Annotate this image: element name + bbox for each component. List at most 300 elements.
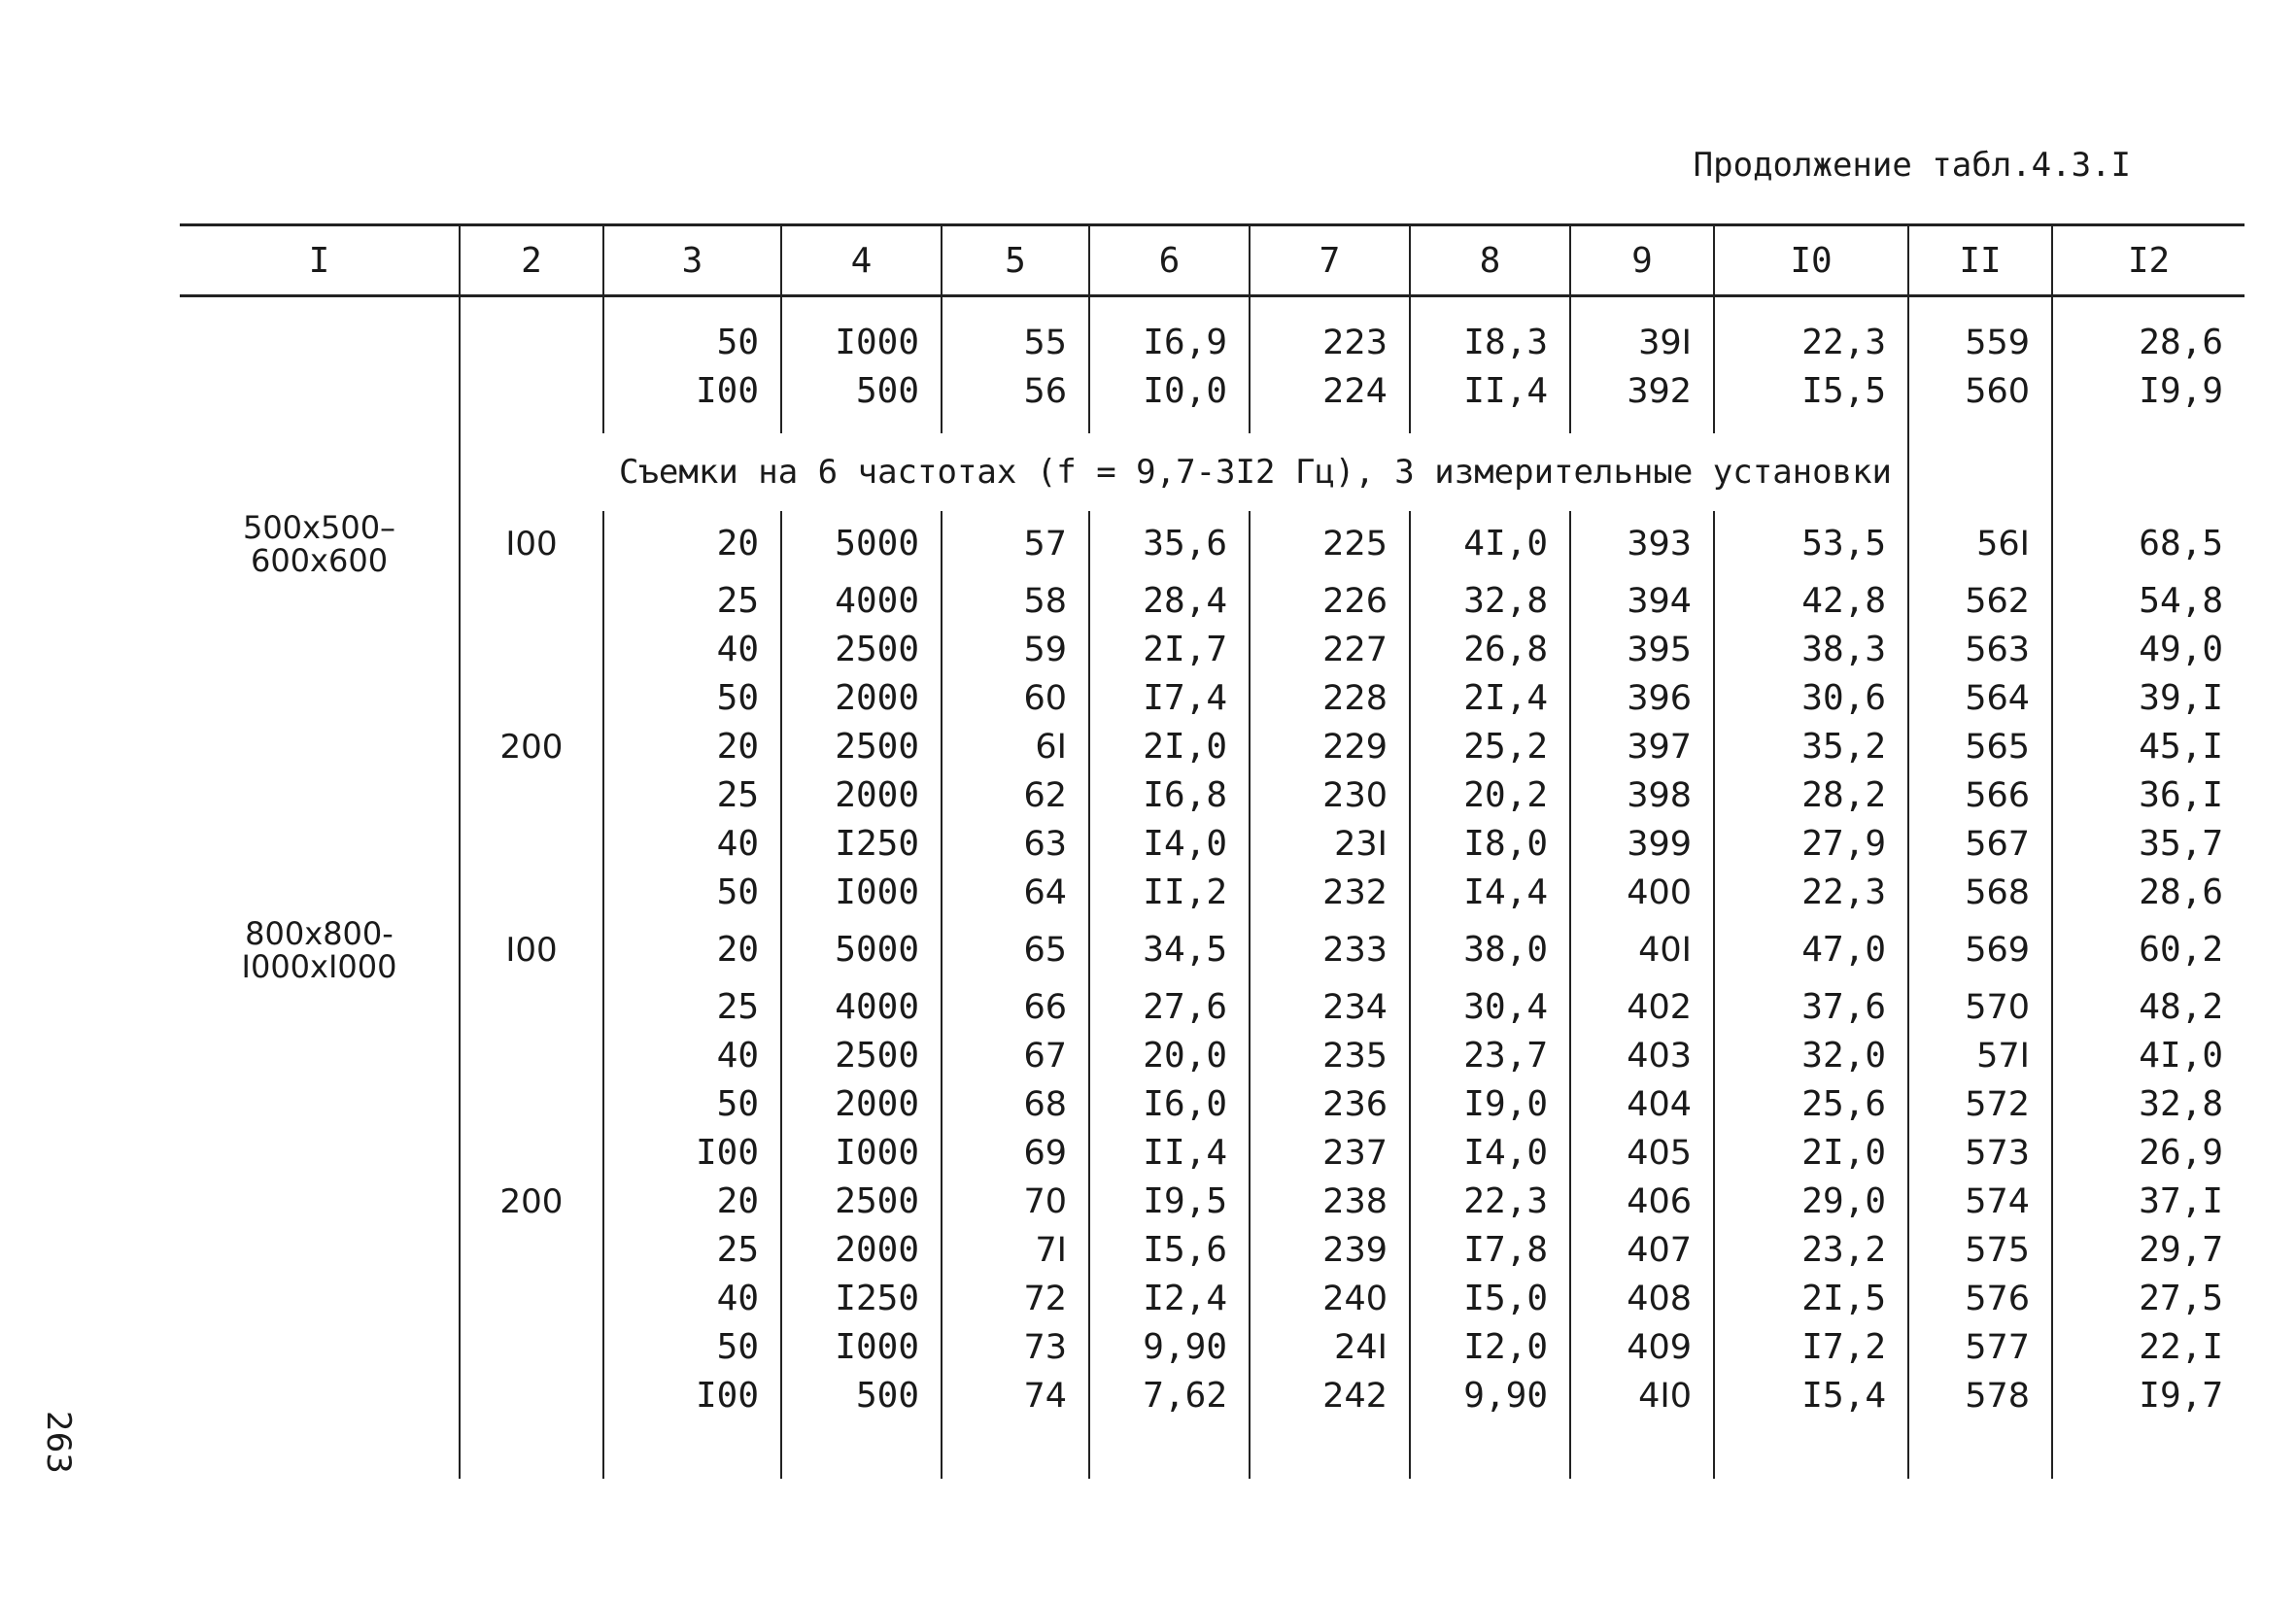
table-cell: [460, 577, 603, 626]
header-cell: 6: [1089, 225, 1250, 296]
table-cell: 400: [1570, 869, 1714, 917]
table-cell: [460, 626, 603, 674]
table-cell: I000: [781, 319, 942, 367]
table-cell: 242: [1250, 1372, 1410, 1420]
header-cell: 4: [781, 225, 942, 296]
table-cell: 22,3: [1410, 1178, 1570, 1226]
section-note: Съемки на 6 частотах (f = 9,7-3I2 Гц), 3 измерительные установки: [618, 453, 1893, 492]
table-cell: 37,6: [1714, 983, 1908, 1032]
table-cell: 394: [1570, 577, 1714, 626]
page-number: 263: [39, 1411, 78, 1474]
table-cell: 28,4: [1089, 577, 1250, 626]
table-cell: 72: [942, 1275, 1089, 1323]
table-cell: 227: [1250, 626, 1410, 674]
table-cell: 34,5: [1089, 917, 1250, 983]
table-row: [180, 771, 2245, 820]
table-cell: I0,0: [1089, 367, 1250, 416]
table-row: [180, 626, 2245, 674]
table-cell: [1908, 416, 2052, 433]
table-row: [180, 820, 2245, 869]
table-cell: [460, 319, 603, 367]
table-cell: [460, 674, 603, 723]
table-cell: 35,7: [2052, 820, 2245, 869]
table-cell: [942, 1420, 1089, 1479]
table-cell: 226: [1250, 577, 1410, 626]
table-cell: 224: [1250, 367, 1410, 416]
table-cell: [180, 433, 460, 511]
table-cell: [180, 723, 460, 771]
table-cell: [1410, 1420, 1570, 1479]
table-cell: 30,4: [1410, 983, 1570, 1032]
table-cell: 73: [942, 1323, 1089, 1372]
table-cell: 2000: [781, 1080, 942, 1129]
table-cell: [180, 1080, 460, 1129]
table-cell: 25: [603, 1226, 781, 1275]
table-cell: 578: [1908, 1372, 2052, 1420]
header-cell: 7: [1250, 225, 1410, 296]
table-cell: [603, 1420, 781, 1479]
table-cell: I9,0: [1410, 1080, 1570, 1129]
table-row: [180, 1372, 2245, 1420]
data-table: [180, 223, 2245, 1479]
table-cell: 67: [942, 1032, 1089, 1080]
table-cell: [1714, 1420, 1908, 1479]
table-cell: 238: [1250, 1178, 1410, 1226]
table-cell: 29,7: [2052, 1226, 2245, 1275]
table-cell: 27,5: [2052, 1275, 2245, 1323]
table-cell: 5000: [781, 511, 942, 577]
table-cell: I6,9: [1089, 319, 1250, 367]
table-cell: 407: [1570, 1226, 1714, 1275]
table-cell: 2500: [781, 1032, 942, 1080]
table-cell: [460, 433, 603, 511]
table-cell: 393: [1570, 511, 1714, 577]
section-note-row: [180, 433, 2245, 511]
table-cell: 24I: [1250, 1323, 1410, 1372]
table-cell: I9,5: [1089, 1178, 1250, 1226]
table-cell: 392: [1570, 367, 1714, 416]
table-cell: 50: [603, 674, 781, 723]
table-cell: 568: [1908, 869, 2052, 917]
table-cell: 28,6: [2052, 869, 2245, 917]
table-cell: 564: [1908, 674, 2052, 723]
table-cell: 2500: [781, 723, 942, 771]
step-label: I00: [460, 917, 603, 983]
table-cell: 68,5: [2052, 511, 2245, 577]
step-label: 200: [460, 1178, 603, 1226]
table-cell: 35,2: [1714, 723, 1908, 771]
table-cell: I4,0: [1089, 820, 1250, 869]
step-label: I00: [460, 511, 603, 577]
table-cell: [460, 416, 603, 433]
table-row: [180, 1129, 2245, 1178]
table-cell: 237: [1250, 1129, 1410, 1178]
table-cell: 228: [1250, 674, 1410, 723]
table-cell: I7,4: [1089, 674, 1250, 723]
table-cell: 40: [603, 820, 781, 869]
table-cell: 39,I: [2052, 674, 2245, 723]
header-cell: I: [180, 225, 460, 296]
table-cell: I7,8: [1410, 1226, 1570, 1275]
table-cell: 409: [1570, 1323, 1714, 1372]
table-cell: 20,0: [1089, 1032, 1250, 1080]
table-cell: 22,3: [1714, 319, 1908, 367]
table-cell: 53,5: [1714, 511, 1908, 577]
table-cell: 9,90: [1410, 1372, 1570, 1420]
table-cell: 229: [1250, 723, 1410, 771]
table-header: [180, 225, 2245, 296]
table-cell: [180, 1420, 460, 1479]
table-cell: 56: [942, 367, 1089, 416]
table-cell: [460, 1032, 603, 1080]
table-cell: 6I: [942, 723, 1089, 771]
step-label: 200: [460, 723, 603, 771]
table-cell: 40: [603, 1275, 781, 1323]
table-cell: 55: [942, 319, 1089, 367]
size-label: 500x500– 600x600: [242, 509, 396, 579]
table-cell: [180, 1275, 460, 1323]
table-cell: 574: [1908, 1178, 2052, 1226]
table-cell: 404: [1570, 1080, 1714, 1129]
table-cell: [460, 983, 603, 1032]
table-cell: 4000: [781, 983, 942, 1032]
table-cell: 54,8: [2052, 577, 2245, 626]
table-cell: 565: [1908, 723, 2052, 771]
table-cell: 26,8: [1410, 626, 1570, 674]
table-cell: [1714, 416, 1908, 433]
table-cell: 50: [603, 1323, 781, 1372]
table-cell: I8,3: [1410, 319, 1570, 367]
table-cell: 20,2: [1410, 771, 1570, 820]
table-cell: 20: [603, 511, 781, 577]
table-cell: 4I,0: [2052, 1032, 2245, 1080]
table-cell: 28,6: [2052, 319, 2245, 367]
table-cell: 575: [1908, 1226, 2052, 1275]
table-cell: 2000: [781, 1226, 942, 1275]
table-cell: 2I,5: [1714, 1275, 1908, 1323]
table-cell: 22,3: [1714, 869, 1908, 917]
table-cell: 27,6: [1089, 983, 1250, 1032]
table-cell: 25: [603, 771, 781, 820]
table-cell: 4I0: [1570, 1372, 1714, 1420]
table-cell: 397: [1570, 723, 1714, 771]
table-cell: [2052, 433, 2245, 511]
table-cell: I4,4: [1410, 869, 1570, 917]
table-cell: 50: [603, 319, 781, 367]
table-cell: 36,I: [2052, 771, 2245, 820]
table-cell: 233: [1250, 917, 1410, 983]
table-row: [180, 319, 2245, 367]
table-cell: 2500: [781, 626, 942, 674]
table-cell: [180, 771, 460, 820]
table-cell: I000: [781, 1323, 942, 1372]
table-cell: 395: [1570, 626, 1714, 674]
table-cell: [2052, 416, 2245, 433]
table-cell: [1250, 416, 1410, 433]
header-cell: I2: [2052, 225, 2245, 296]
header-row: [180, 225, 2245, 296]
table-row: [180, 511, 2245, 577]
table-cell: 57: [942, 511, 1089, 577]
table-cell: [180, 1323, 460, 1372]
table-caption: Продолжение табл.4.3.I: [1693, 146, 2131, 185]
table-cell: I9,7: [2052, 1372, 2245, 1420]
table-cell: 38,0: [1410, 917, 1570, 983]
table-cell: 60,2: [2052, 917, 2245, 983]
table-cell: I5,4: [1714, 1372, 1908, 1420]
table-cell: 403: [1570, 1032, 1714, 1080]
table-cell: 23,2: [1714, 1226, 1908, 1275]
table-cell: [180, 674, 460, 723]
table-cell: 577: [1908, 1323, 2052, 1372]
table-cell: 74: [942, 1372, 1089, 1420]
table-cell: [460, 1129, 603, 1178]
table-cell: 47,0: [1714, 917, 1908, 983]
table-cell: I250: [781, 1275, 942, 1323]
table-cell: I000: [781, 869, 942, 917]
table-cell: I8,0: [1410, 820, 1570, 869]
table-cell: 48,2: [2052, 983, 2245, 1032]
table-cell: I5,6: [1089, 1226, 1250, 1275]
table-cell: 40: [603, 626, 781, 674]
table-cell: 500: [781, 1372, 942, 1420]
table-cell: 28,2: [1714, 771, 1908, 820]
table-cell: 2I,0: [1089, 723, 1250, 771]
table-cell: 42,8: [1714, 577, 1908, 626]
table-cell: 2I,4: [1410, 674, 1570, 723]
table-cell: [1908, 433, 2052, 511]
table-cell: [781, 1420, 942, 1479]
table-cell: I7,2: [1714, 1323, 1908, 1372]
table-cell: [460, 1080, 603, 1129]
table-cell: [460, 1372, 603, 1420]
table-cell: 50: [603, 869, 781, 917]
table-cell: 65: [942, 917, 1089, 983]
table-cell: [180, 1372, 460, 1420]
table-cell: [460, 296, 603, 320]
table-cell: [603, 296, 781, 320]
table-cell: 2500: [781, 1178, 942, 1226]
table-cell: [942, 416, 1089, 433]
table-cell: 230: [1250, 771, 1410, 820]
table-cell: 2000: [781, 771, 942, 820]
table-cell: 562: [1908, 577, 2052, 626]
table-cell: I000: [781, 1129, 942, 1178]
table-cell: 2I,7: [1089, 626, 1250, 674]
table-cell: I5,5: [1714, 367, 1908, 416]
table-cell: [460, 1420, 603, 1479]
table-cell: [460, 771, 603, 820]
table-cell: 576: [1908, 1275, 2052, 1323]
table-cell: 23,7: [1410, 1032, 1570, 1080]
table-row: [180, 723, 2245, 771]
table-cell: 32,8: [1410, 577, 1570, 626]
table-cell: 63: [942, 820, 1089, 869]
table-cell: 56I: [1908, 511, 2052, 577]
header-cell: 3: [603, 225, 781, 296]
table-cell: 235: [1250, 1032, 1410, 1080]
header-cell: 9: [1570, 225, 1714, 296]
table-cell: [460, 1226, 603, 1275]
table-cell: 566: [1908, 771, 2052, 820]
table-cell: 2000: [781, 674, 942, 723]
table-cell: I00: [603, 367, 781, 416]
spacer-row: [180, 1420, 2245, 1479]
table-cell: [2052, 1420, 2245, 1479]
size-label: 800x800- I000xI000: [241, 915, 397, 985]
table-cell: [180, 1032, 460, 1080]
table-cell: 7I: [942, 1226, 1089, 1275]
spacer-row: [180, 416, 2245, 433]
table-cell: 50: [603, 1080, 781, 1129]
table-cell: 5000: [781, 917, 942, 983]
table-cell: 49,0: [2052, 626, 2245, 674]
table-cell: 58: [942, 577, 1089, 626]
table-cell: 570: [1908, 983, 2052, 1032]
table-cell: 30,6: [1714, 674, 1908, 723]
table-cell: 559: [1908, 319, 2052, 367]
table-cell: 399: [1570, 820, 1714, 869]
table-cell: [180, 820, 460, 869]
header-cell: II: [1908, 225, 2052, 296]
table-cell: I00: [603, 1129, 781, 1178]
table-cell: 406: [1570, 1178, 1714, 1226]
table-cell: 22,I: [2052, 1323, 2245, 1372]
table-cell: I6,0: [1089, 1080, 1250, 1129]
table-cell: [1089, 416, 1250, 433]
table-cell: [781, 296, 942, 320]
table-cell: 66: [942, 983, 1089, 1032]
table-cell: 563: [1908, 626, 2052, 674]
table-cell: [1908, 296, 2052, 320]
table-cell: 573: [1908, 1129, 2052, 1178]
table-cell: [1250, 296, 1410, 320]
table-cell: 35,6: [1089, 511, 1250, 577]
table-cell: 398: [1570, 771, 1714, 820]
table-cell: [1410, 416, 1570, 433]
table-cell: 402: [1570, 983, 1714, 1032]
table-cell: 37,I: [2052, 1178, 2245, 1226]
table-cell: 29,0: [1714, 1178, 1908, 1226]
table-cell: [180, 577, 460, 626]
table-cell: 39I: [1570, 319, 1714, 367]
table-cell: [2052, 296, 2245, 320]
header-cell: 2: [460, 225, 603, 296]
table-row: [180, 1275, 2245, 1323]
table-cell: 45,I: [2052, 723, 2245, 771]
table-cell: 68: [942, 1080, 1089, 1129]
table-cell: 572: [1908, 1080, 2052, 1129]
table-cell: [1570, 1420, 1714, 1479]
table-cell: 69: [942, 1129, 1089, 1178]
table-cell: [460, 869, 603, 917]
table-cell: [180, 983, 460, 1032]
table-row: [180, 983, 2245, 1032]
header-cell: 8: [1410, 225, 1570, 296]
table-cell: [1908, 1420, 2052, 1479]
table-cell: I2,4: [1089, 1275, 1250, 1323]
table-row: [180, 1226, 2245, 1275]
table-cell: I9,9: [2052, 367, 2245, 416]
data-table-container: [180, 223, 2245, 1479]
table-row: [180, 1080, 2245, 1129]
table-cell: [180, 367, 460, 416]
table-cell: 225: [1250, 511, 1410, 577]
table-cell: [180, 1226, 460, 1275]
table-cell: [1714, 296, 1908, 320]
table-cell: 32,8: [2052, 1080, 2245, 1129]
table-cell: I00: [603, 1372, 781, 1420]
table-cell: I2,0: [1410, 1323, 1570, 1372]
table-cell: 20: [603, 1178, 781, 1226]
table-cell: [460, 1275, 603, 1323]
table-cell: 396: [1570, 674, 1714, 723]
table-cell: 408: [1570, 1275, 1714, 1323]
table-cell: [1250, 1420, 1410, 1479]
table-cell: 25: [603, 983, 781, 1032]
table-cell: [1089, 1420, 1250, 1479]
table-cell: 2I,0: [1714, 1129, 1908, 1178]
table-cell: [460, 1323, 603, 1372]
table-cell: [942, 296, 1089, 320]
table-cell: 569: [1908, 917, 2052, 983]
table-row: [180, 869, 2245, 917]
table-cell: [781, 416, 942, 433]
table-cell: 25: [603, 577, 781, 626]
table-row: [180, 577, 2245, 626]
table-cell: 240: [1250, 1275, 1410, 1323]
table-cell: 4000: [781, 577, 942, 626]
table-cell: I250: [781, 820, 942, 869]
table-cell: 7,62: [1089, 1372, 1250, 1420]
table-cell: [180, 1129, 460, 1178]
table-cell: 239: [1250, 1226, 1410, 1275]
table-cell: 64: [942, 869, 1089, 917]
table-cell: 23I: [1250, 820, 1410, 869]
table-cell: 57I: [1908, 1032, 2052, 1080]
table-cell: 32,0: [1714, 1032, 1908, 1080]
header-cell: I0: [1714, 225, 1908, 296]
table-cell: II,4: [1089, 1129, 1250, 1178]
table-cell: 70: [942, 1178, 1089, 1226]
table-cell: 25,6: [1714, 1080, 1908, 1129]
table-cell: 500: [781, 367, 942, 416]
table-cell: [1410, 296, 1570, 320]
table-row: [180, 1178, 2245, 1226]
table-cell: 20: [603, 917, 781, 983]
table-cell: [460, 820, 603, 869]
table-cell: 560: [1908, 367, 2052, 416]
table-cell: I4,0: [1410, 1129, 1570, 1178]
table-cell: [1570, 416, 1714, 433]
table-cell: 62: [942, 771, 1089, 820]
table-cell: 236: [1250, 1080, 1410, 1129]
table-cell: [180, 296, 460, 320]
table-cell: I5,0: [1410, 1275, 1570, 1323]
table-cell: 38,3: [1714, 626, 1908, 674]
table-cell: 60: [942, 674, 1089, 723]
table-cell: 223: [1250, 319, 1410, 367]
table-cell: 27,9: [1714, 820, 1908, 869]
table-cell: 9,90: [1089, 1323, 1250, 1372]
table-cell: II,2: [1089, 869, 1250, 917]
table-row: [180, 367, 2245, 416]
table-cell: 26,9: [2052, 1129, 2245, 1178]
table-cell: [180, 319, 460, 367]
table-cell: [1570, 296, 1714, 320]
table-cell: 59: [942, 626, 1089, 674]
table-cell: [180, 869, 460, 917]
